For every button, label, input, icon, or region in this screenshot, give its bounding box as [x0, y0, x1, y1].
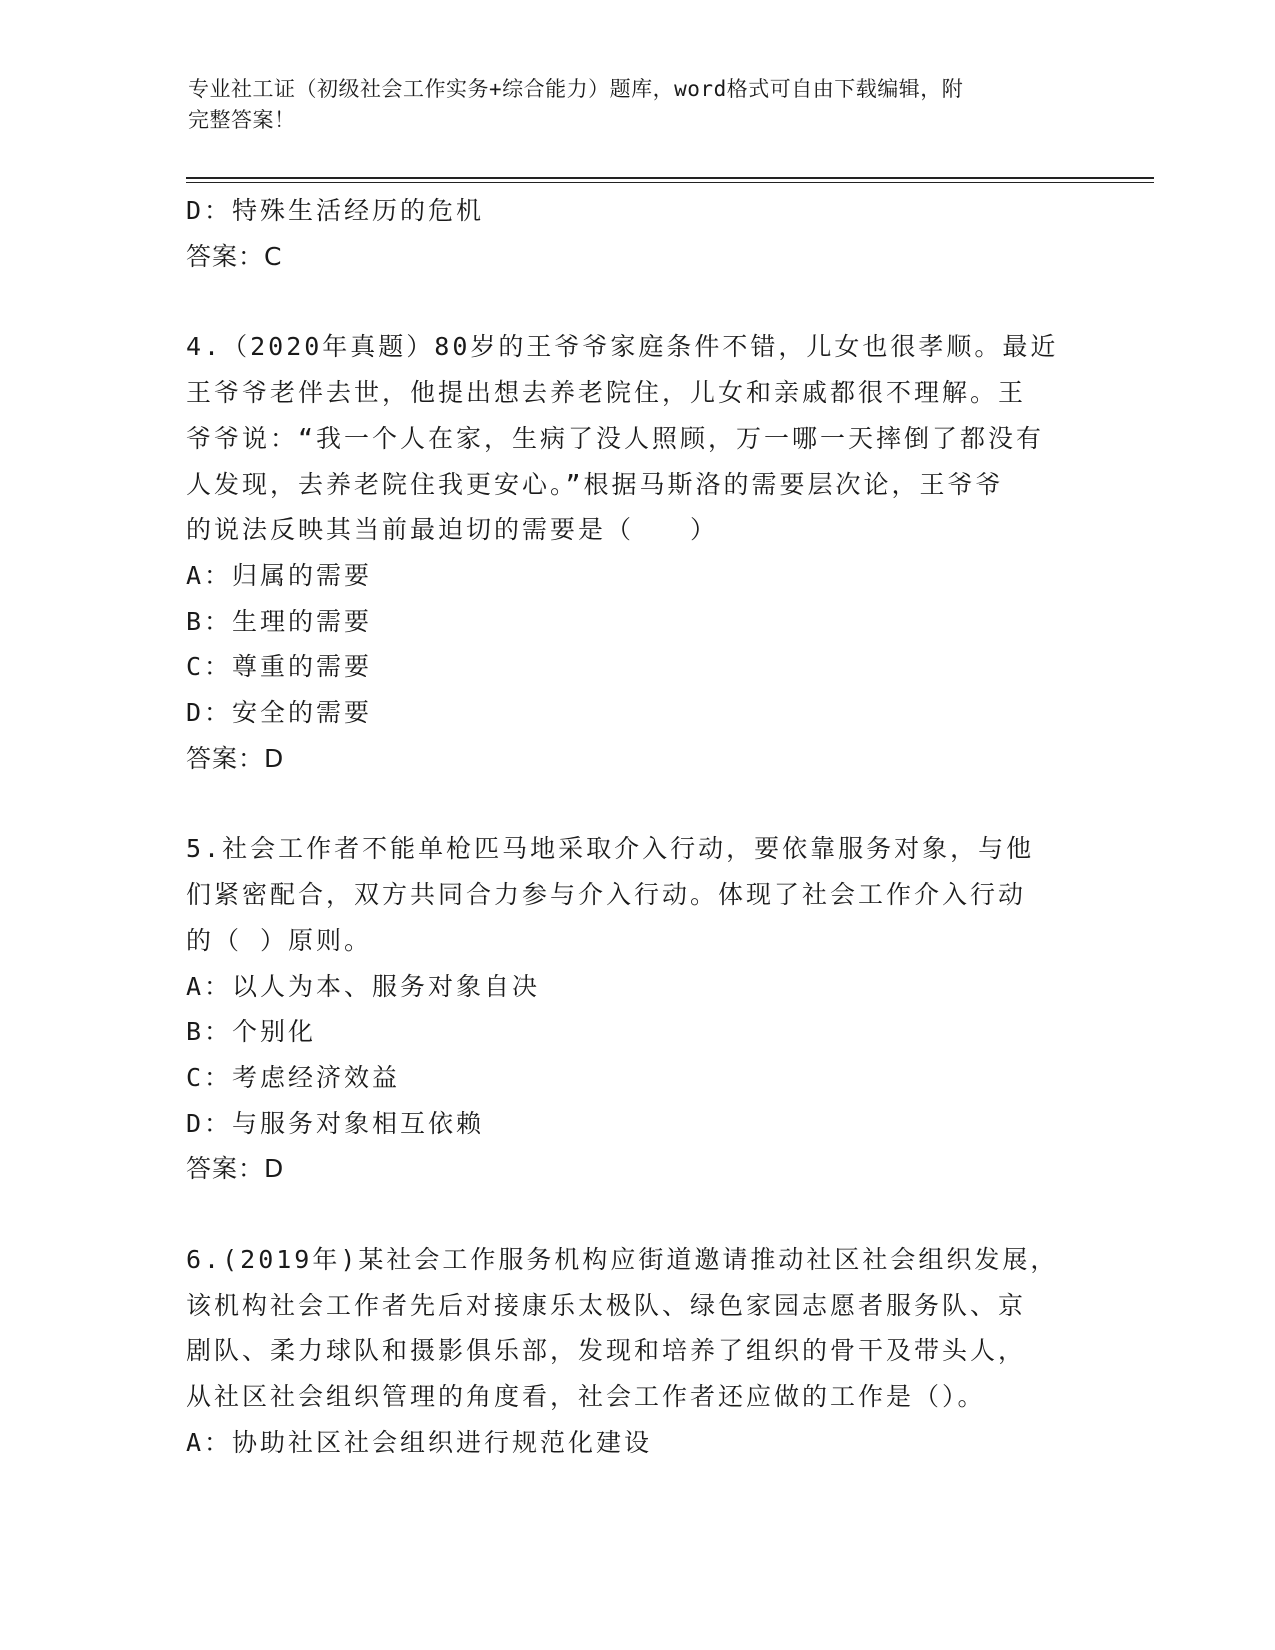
q5-option-b: B：个别化 [186, 1017, 317, 1047]
q4-stem-line: 爷爷说：“我一个人在家，生病了没人照顾，万一哪一天摔倒了都没有 [186, 423, 1045, 453]
q5-answer: 答案：D [186, 1154, 285, 1184]
q6-stem-line: 6.(2019年)某社会工作服务机构应街道邀请推动社区社会组织发展， [186, 1245, 1059, 1275]
q6-stem-line: 剧队、柔力球队和摄影俱乐部，发现和培养了组织的骨干及带头人， [186, 1336, 1027, 1366]
question-5 [186, 826, 1086, 1192]
q5-stem-line: 5.社会工作者不能单枪匹马地采取介入行动，要依靠服务对象，与他 [186, 834, 1035, 864]
q4-stem-line: 4.（2020年真题）80岁的王爷爷家庭条件不错，儿女也很孝顺。最近 [186, 332, 1059, 362]
q5-stem-line: 们紧密配合，双方共同合力参与介入行动。体现了社会工作介入行动 [186, 880, 1027, 910]
header-rule-thick [186, 177, 1154, 179]
q5-option-a: A：以人为本、服务对象自决 [186, 971, 541, 1001]
header-line-1: 专业社工证（初级社会工作实务+综合能力）题库，word格式可自由下载编辑，附 [188, 77, 964, 101]
document-body [186, 188, 1086, 1466]
q4-stem-line: 的说法反映其当前最迫切的需要是（ ） [186, 515, 719, 545]
q6-option-a: A：协助社区社会组织进行规范化建设 [186, 1427, 653, 1457]
question-4 [186, 324, 1086, 781]
document-header [188, 74, 1088, 136]
q6-stem-line: 从社区社会组织管理的角度看，社会工作者还应做的工作是（）。 [186, 1382, 986, 1412]
q4-option-d: D：安全的需要 [186, 698, 373, 728]
q4-option-a: A：归属的需要 [186, 560, 373, 590]
spacer [186, 1192, 1086, 1237]
q3-answer: 答案：C [186, 241, 283, 271]
q5-option-c: C：考虑经济效益 [186, 1062, 401, 1092]
q6-stem-line: 该机构社会工作者先后对接康乐太极队、绿色家园志愿者服务队、京 [186, 1290, 1027, 1320]
question-3-tail [186, 188, 1086, 279]
question-6 [186, 1237, 1086, 1466]
q4-stem-line: 人发现，去养老院住我更安心。”根据马斯洛的需要层次论，王爷爷 [186, 469, 1004, 499]
header-line-2: 完整答案！ [188, 108, 296, 132]
spacer [186, 781, 1086, 826]
q4-option-b: B：生理的需要 [186, 606, 373, 636]
q4-option-c: C：尊重的需要 [186, 652, 373, 682]
q4-stem-line: 王爷爷老伴去世，他提出想去养老院住，儿女和亲戚都很不理解。王 [186, 378, 1027, 408]
q5-option-d: D：与服务对象相互依赖 [186, 1108, 485, 1138]
q5-stem-line: 的（ ）原则。 [186, 925, 373, 955]
spacer [186, 279, 1086, 324]
header-rule-thin [186, 182, 1154, 183]
q3-option-d: D：特殊生活经历的危机 [186, 196, 485, 225]
q4-answer: 答案：D [186, 743, 285, 773]
